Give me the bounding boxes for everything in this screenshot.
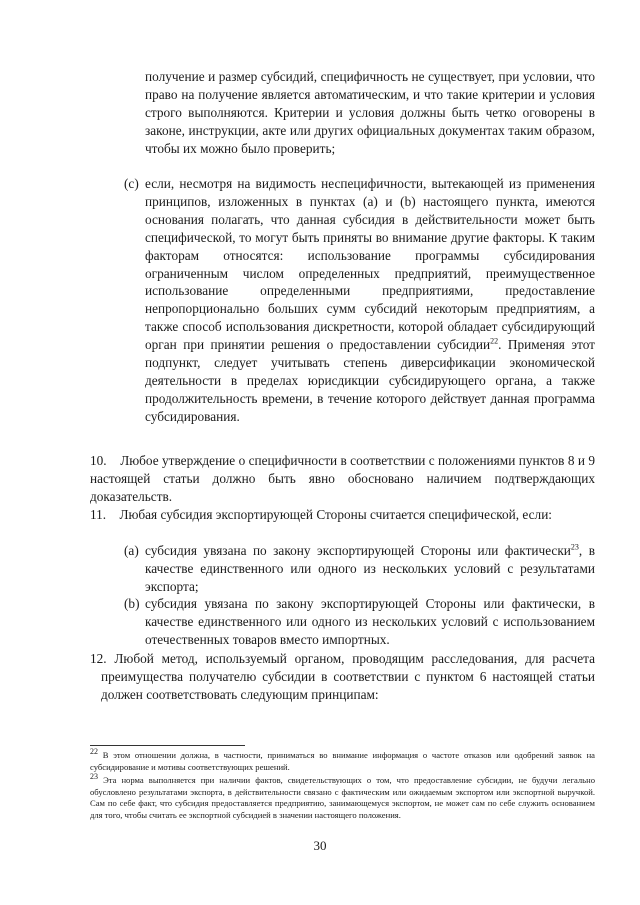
item-c-text-a: если, несмотря на видимость неспецифичности, вытекающей из применения принципов, изложенных в пунктах (a) и (b) настоящего пункта, имеются основания полагать, что данная субсидия в действительности может быть специфической, то могут быть приняты во внимание другие факторы. К таким факторам относятся: использование программы субсидирования ограниченным числом определенных предприятий, преимущественное использование определенными предприятиями, предоставление непропорционально больших сумм субсидий некоторым предприятиям, а также способ использования дискретности, которой обладает субсидирующий орган при принятии решения о предоставлении субсидии: [145, 176, 595, 353]
item-11a: [124, 542, 595, 596]
paragraph-11-number: 11.: [90, 507, 107, 522]
paragraph-10-text: Любое утверждение о специфичности в соответствии с положениями пунктов 8 и 9 настоящей статьи должно быть явно обосновано наличием подтверждающих доказательств.: [90, 453, 596, 504]
paragraph-11: [90, 506, 595, 524]
paragraph-12-text: Любой метод, используемый органом, проводящим расследования, для расчета преимущества получателю субсидии в соответствии с пунктом 6 настоящей статьи должен соответствовать следующим принципам:: [101, 651, 595, 702]
item-11a-text-a: субсидия увязана по закону экспортирующей Стороны или фактически: [145, 543, 571, 558]
paragraph-12-body: [90, 650, 595, 704]
item-c: [124, 175, 595, 426]
paragraph-10: [90, 452, 595, 506]
footnote-23-mark: 23: [90, 772, 98, 782]
item-11a-text-b: , в качестве единственного или одного из нескольких условий с результатами экспорта;: [145, 543, 595, 594]
item-c-label: (c): [124, 176, 139, 191]
continuation-paragraph: получение и размер субсидий, специфичность не существует, при условии, что право на получение является автоматическим, и что такие критерии и условия строго выполняются. Критерии и условия должны быть четко оговорены в законе, инструкции, акте или других официальных документах таким образом, чтобы их можно было проверить;: [145, 69, 595, 156]
footnote-separator: [90, 745, 245, 746]
item-11b: [124, 595, 595, 649]
paragraph-11-text: Любая субсидия экспортирующей Стороны считается специфической, если:: [119, 507, 553, 522]
footnote-23-text: Эта норма выполняется при наличии фактов, свидетельствующих о том, что предоставление субсидии, не будучи легально обусловлено результатами экспорта, в действительности связано с фактическим или ожидаемым экспортом или экспортной выручкой. Сам по себе факт, что субсидия предоставляется предприятию, занимающемуся экспортом, не может сам по себе служить основанием для того, чтобы считать ее экспортной субсидией в значении настоящего положения.: [90, 775, 595, 820]
item-11a-label: (a): [124, 543, 139, 558]
footnote-ref-22[interactable]: 22: [490, 336, 499, 346]
page-number: 30: [313, 838, 327, 853]
footnote-23: [90, 772, 595, 821]
paragraph-12: [90, 650, 595, 704]
item-c-text-b: . Применяя этот подпункт, следует учитывать степень диверсификации экономической деятельности в пределах юрисдикции субсидирующего органа, а также продолжительность времени, в течение которого действует данная программа субсидирования.: [145, 337, 595, 424]
item-11b-body: субсидия увязана по закону экспортирующей Стороны или фактически, в качестве единственного или одного из нескольких условий с использованием отечественных товаров вместо импортных.: [145, 596, 595, 647]
item-c-body: [145, 175, 595, 426]
item-11b-label: (b): [124, 596, 140, 611]
footnote-22-mark: 22: [90, 747, 98, 757]
footnote-ref-23[interactable]: 23: [570, 542, 579, 552]
item-11a-body: [145, 542, 595, 596]
paragraph-12-number: 12.: [90, 651, 107, 666]
paragraph-10-number: 10.: [90, 453, 107, 468]
footnote-22: [90, 747, 595, 773]
footnote-22-text: В этом отношении должна, в частности, приниматься во внимание информация о частоте отказов или одобрений заявок на субсидирование и мотивы соответствующих решений.: [90, 750, 595, 772]
